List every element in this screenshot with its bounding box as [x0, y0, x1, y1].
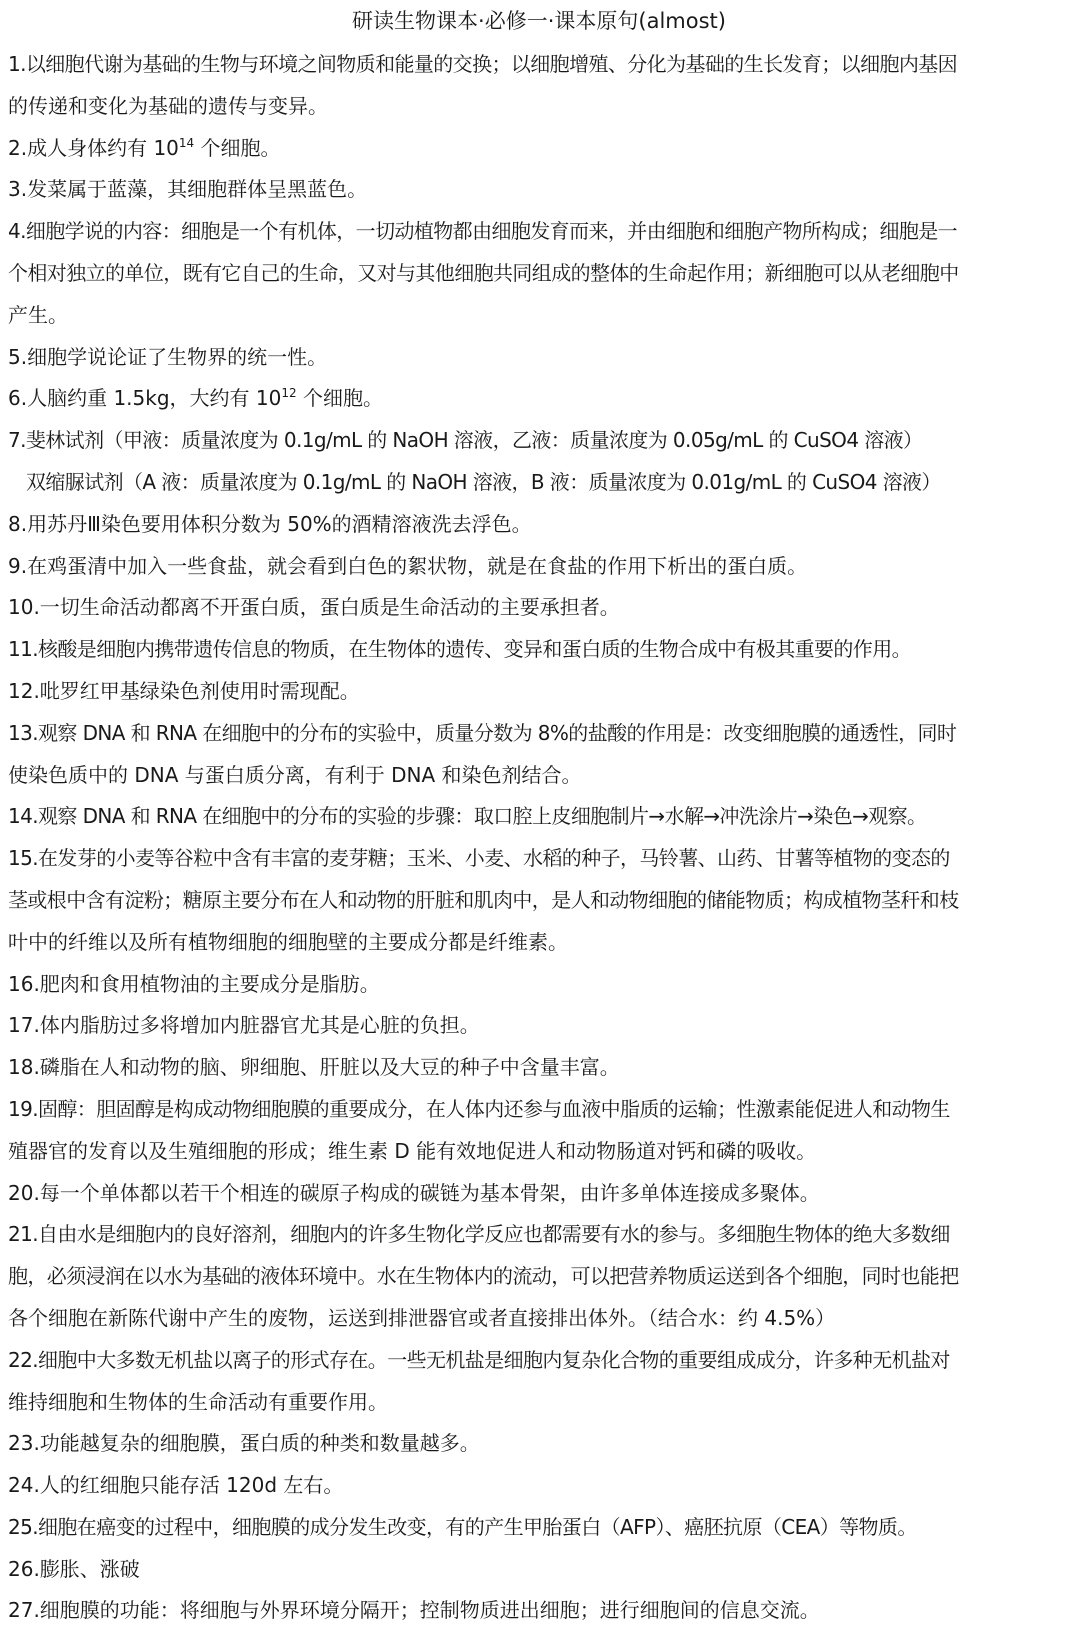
text-line: 20.每一个单体都以若干个相连的碳原子构成的碳链为基本骨架，由许多单体连接成多聚体。: [8, 1180, 820, 1205]
text-line: 16.肥肉和食用植物油的主要成分是脂肪。: [8, 971, 380, 996]
text-line: 26.膨胀、涨破: [8, 1556, 140, 1581]
text-line: 27.细胞膜的功能：将细胞与外界环境分隔开；控制物质进出细胞；进行细胞间的信息交流。: [8, 1598, 820, 1623]
exponent: 14: [178, 135, 195, 150]
text-line: 15.在发芽的小麦等谷粒中含有丰富的麦芽糖；玉米、小麦、水稻的种子，马铃薯、山药、甘薯等植物的变态的: [8, 846, 950, 871]
text-line: 12.吡罗红甲基绿染色剂使用时需现配。: [8, 678, 360, 703]
text-line: 的传递和变化为基础的遗传与变异。: [8, 93, 328, 118]
text-line: 6.人脑约重 1.5kg，大约有 $10^{12}$ 个细胞。: [8, 386, 383, 411]
text-line: 18.磷脂在人和动物的脑、卵细胞、肝脏以及大豆的种子中含量丰富。: [8, 1055, 620, 1080]
text-line: 3.发菜属于蓝藻，其细胞群体呈黑蓝色。: [8, 177, 368, 202]
text-line: 殖器官的发育以及生殖细胞的形成；维生素 D 能有效地促进人和动物肠道对钙和磷的吸收。: [8, 1138, 817, 1163]
text-line: 1.以细胞代谢为基础的生物与环境之间物质和能量的交换；以细胞增殖、分化为基础的生长发育；以细胞内基因: [8, 52, 958, 76]
text-line: 胞，必须浸润在以水为基础的液体环境中。水在生物体内的流动，可以把营养物质运送到各个细胞，同时也能把: [8, 1264, 959, 1289]
text-line: 10.一切生命活动都离不开蛋白质，蛋白质是生命活动的主要承担者。: [8, 595, 620, 620]
text-line: 14.观察 DNA 和 RNA 在细胞中的分布的实验的步骤：取口腔上皮细胞制片→水解→冲洗涂片→染色→观察。: [8, 804, 927, 829]
text-line: 产生。: [8, 302, 68, 327]
text-line: 维持细胞和生物体的生命活动有重要作用。: [8, 1389, 388, 1414]
text-line: 各个细胞在新陈代谢中产生的废物，运送到排泄器官或者直接排出体外。（结合水：约 4.5%）: [8, 1305, 836, 1330]
text-line: 叶中的纤维以及所有植物细胞的细胞壁的主要成分都是纤维素。: [8, 929, 568, 954]
text-line: 11.核酸是细胞内携带遗传信息的物质，在生物体的遗传、变异和蛋白质的生物合成中有极其重要的作用。: [8, 637, 912, 662]
text-line: 9.在鸡蛋清中加入一些食盐，就会看到白色的絮状物，就是在食盐的作用下析出的蛋白质。: [8, 553, 808, 578]
text-line: 茎或根中含有淀粉；糖原主要分布在人和动物的肝脏和肌肉中，是人和动物细胞的储能物质；构成植物茎秆和枝: [8, 887, 959, 912]
text-line: 17.体内脂肪过多将增加内脏器官尤其是心脏的负担。: [8, 1013, 480, 1038]
text-line: 双缩脲试剂（A 液：质量浓度为 0.1g/mL 的 NaOH 溶液，B 液：质量浓度为 0.01g/mL 的 CuSO4 溶液）: [26, 469, 941, 494]
text-line: 2.成人身体约有 $10^{14}$ 个细胞。: [8, 135, 281, 160]
text-line: 13.观察 DNA 和 RNA 在细胞中的分布的实验中，质量分数为 8%的盐酸的作用是：改变细胞膜的通透性，同时: [8, 720, 957, 745]
exponent: 12: [281, 386, 297, 401]
document-body: [8, 44, 1070, 1632]
text-line: 24.人的红细胞只能存活 120d 左右。: [8, 1473, 344, 1498]
text-line: 8.用苏丹Ⅲ染色要用体积分数为 50%的酒精溶液洗去浮色。: [8, 511, 532, 536]
text-line: 22.细胞中大多数无机盐以离子的形式存在。一些无机盐是细胞内复杂化合物的重要组成成分，许多种无机盐对: [8, 1347, 950, 1372]
text-line: 19.固醇：胆固醇是构成动物细胞膜的重要成分，在人体内还参与血液中脂质的运输；性激素能促进人和动物生: [8, 1096, 950, 1121]
text-line: 使染色质中的 DNA 与蛋白质分离，有利于 DNA 和染色剂结合。: [8, 762, 582, 787]
text-line: 21.自由水是细胞内的良好溶剂，细胞内的许多生物化学反应也都需要有水的参与。多细胞生物体的绝大多数细: [8, 1222, 950, 1247]
text-line: 25.细胞在癌变的过程中，细胞膜的成分发生改变，有的产生甲胎蛋白（AFP）、癌胚抗原（CEA）等物质。: [8, 1514, 917, 1539]
text-line: 4.细胞学说的内容：细胞是一个有机体，一切动植物都由细胞发育而来，并由细胞和细胞产物所构成；细胞是一: [8, 219, 958, 244]
text-line: 5.细胞学说论证了生物界的统一性。: [8, 344, 328, 369]
text-line: 7.斐林试剂（甲液：质量浓度为 0.1g/mL 的 NaOH 溶液，乙液：质量浓度为 0.05g/mL 的 CuSO4 溶液）: [8, 428, 923, 453]
page-title: 研读生物课本·必修一·课本原句(almost): [352, 9, 726, 33]
text-line: 23.功能越复杂的细胞膜，蛋白质的种类和数量越多。: [8, 1431, 480, 1456]
text-line: 个相对独立的单位，既有它自己的生命，又对与其他细胞共同组成的整体的生命起作用；新细胞可以从老细胞中: [8, 260, 959, 285]
